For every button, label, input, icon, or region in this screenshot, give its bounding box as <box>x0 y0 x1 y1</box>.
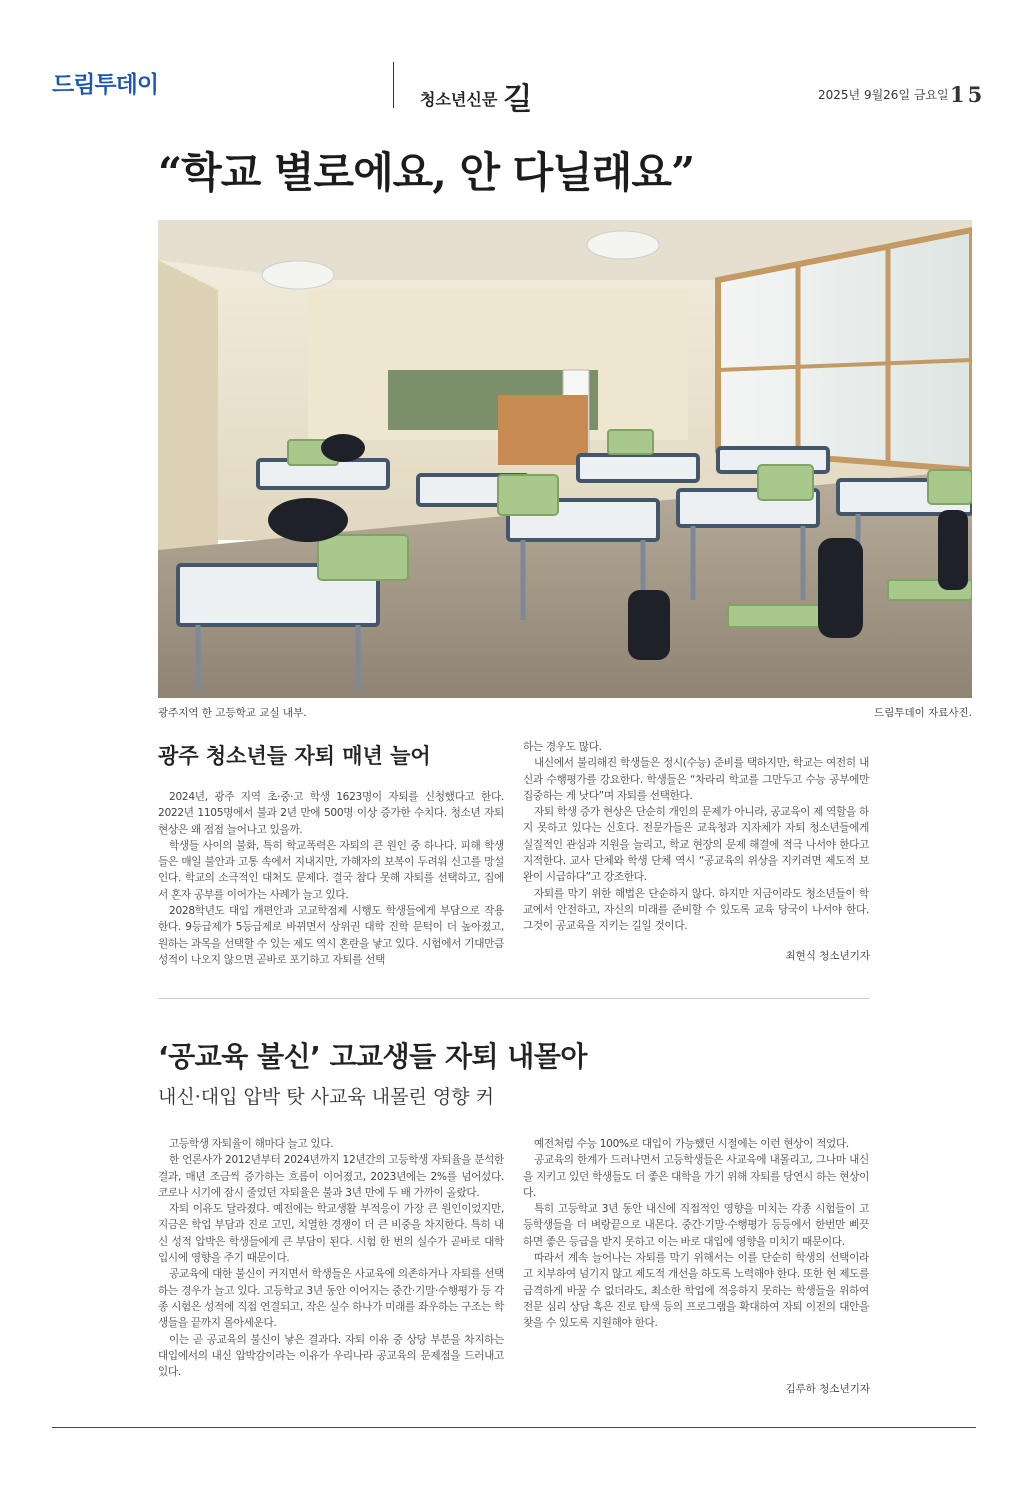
paragraph: 한 언론사가 2012년부터 2024년까지 12년간의 고등학생 자퇴율을 분석한 결과, 매년 조금씩 증가하는 흐름이 이어졌고, 2023년에는 2%를 넘어섰다. 코로나 시기에 잠시 줄었던 자퇴율은 불과 3년 만에 두 배 가까이 올랐다. <box>158 1154 504 1199</box>
paragraph: 공교육의 한계가 드러나면서 고등학생들은 사교육에 내몰리고, 그나마 내신을 지키고 있던 학생들도 더 좋은 대학을 가기 위해 자퇴를 당연시 하는 현상이다. <box>523 1154 869 1199</box>
article1-column-left <box>158 789 504 968</box>
section-prefix: 청소년신문 <box>420 90 498 109</box>
page-number: 15 <box>950 82 986 107</box>
newspaper-logo[interactable] <box>52 66 158 99</box>
paragraph: 이는 곧 공교육의 불신이 낳은 결과다. 자퇴 이유 중 상당 부분을 차지하는 대입에서의 내신 압박감이라는 이유가 우리나라 공교육의 문제점을 드러내고 있다. <box>158 1333 504 1379</box>
main-headline: “학교 별로에요, 안 다닐래요” <box>158 148 695 197</box>
paragraph: 내신에서 불리해진 학생들은 정시(수능) 준비를 택하지만, 학교는 여전히 내신과 수행평가를 강요한다. 학생들은 “차라리 학교를 그만두고 수능 공부에만 집중하는 게 낫다”며 자퇴를 선택한다. <box>523 757 869 802</box>
classroom-photo <box>158 220 972 698</box>
article2-headline: ‘공교육 불신’ 고교생들 자퇴 내몰아 <box>158 1040 587 1073</box>
paragraph: 2028학년도 대입 개편안과 고교학점제 시행도 학생들에게 부담으로 작용한다. 9등급제가 5등급제로 바뀌면서 상위권 대학 진학 문턱이 더 높아졌고, 원하는 과목을 선택할 수 있는 제도 역시 혼란을 낳고 있다. 시험에서 기대만큼 성적이 나오지 않으면 곧바로 포기하고 자퇴를 선택 <box>158 905 504 966</box>
article-divider <box>158 998 870 999</box>
section-big: 길 <box>503 82 533 117</box>
article1-byline: 최현식 청소년기자 <box>785 950 870 962</box>
issue-date: 2025년 9월26일 금요일 <box>818 88 949 102</box>
paragraph: 자퇴를 막기 위한 해법은 단순하지 않다. 하지만 지금이라도 청소년들이 학교에서 안전하고, 자신의 미래를 준비할 수 있도록 교육 당국이 나서야 한다. 그것이 공교육을 지키는 길일 것이다. <box>523 887 869 933</box>
section-name <box>420 74 532 118</box>
article2-column-right <box>523 1136 869 1332</box>
paragraph: 2024년, 광주 지역 초·중·고 학생 1623명이 자퇴를 신청했다고 한다. 2022년 1105명에서 불과 2년 만에 500명 이상 증가한 수치다. 청소년 자퇴 현상은 왜 점점 늘어나고 있을까. <box>158 791 504 836</box>
paragraph: 따라서 계속 늘어나는 자퇴를 막기 위해서는 이를 단순히 학생의 선택이라고 치부하여 넘기지 않고 제도적 개선을 하도록 노력해야 한다. 또한 현 제도를 급격하게 바꿀 수 없더라도, 최소한 학업에 적응하지 못하는 학생들을 위하여 전문 심리 상담 혹은 진로 탐색 등의 프로그램을 확대하여 자퇴 이전의 대안을 찾을 수 있도록 지원해야 한다. <box>523 1252 869 1330</box>
footer-rule <box>52 1427 976 1428</box>
photo-caption: 광주지역 한 고등학교 교실 내부. <box>158 707 307 719</box>
article2-subhead: 내신·대입 압박 탓 사교육 내몰린 영향 커 <box>158 1086 494 1108</box>
paragraph: 자퇴 학생 증가 현상은 단순히 개인의 문제가 아니라, 공교육이 제 역할을 하지 못하고 있다는 신호다. 전문가들은 교육청과 지자체가 자퇴 청소년들에게 실질적인 관심과 지원을 늘리고, 학교 현장의 문제 해결에 적극 나서야 한다고 지적한다. 교사 단체와 학생 단체 역시 “공교육의 위상을 지키려면 제도적 보완이 시급하다”고 강조한다. <box>523 806 869 884</box>
article1-subhead: 광주 청소년들 자퇴 매년 늘어 <box>158 744 431 768</box>
logo-text: 드림투데이 <box>52 72 159 98</box>
header-divider <box>393 62 394 108</box>
photo-credit: 드림투데이 자료사진. <box>874 707 972 719</box>
paragraph: 고등학생 자퇴율이 해마다 늘고 있다. <box>169 1138 334 1150</box>
article2-byline: 김루하 청소년기자 <box>785 1383 870 1395</box>
paragraph: 학생들 사이의 불화, 특히 학교폭력은 자퇴의 큰 원인 중 하나다. 피해 학생들은 매일 불안과 고통 속에서 지내지만, 가해자의 보복이 두려워 신고를 망설인다. 학교의 소극적인 대처도 문제다. 결국 참다 못해 자퇴를 선택하고, 집에서 혼자 공부를 이어가는 사례가 늘고 있다. <box>158 839 504 901</box>
paragraph: 자퇴 이유도 달라졌다. 예전에는 학교생활 부적응이 가장 큰 원인이었지만, 지금은 학업 부담과 진로 고민, 치열한 경쟁이 더 큰 비중을 차지한다. 특히 내신 성적 압박은 학생들에게 큰 부담이 된다. 시험 한 번의 실수가 곧바로 대학 입시에 영향을 주기 때문이다. <box>158 1203 504 1265</box>
paragraph: 예전처럼 수능 100%로 대입이 가능했던 시절에는 이런 현상이 적었다. <box>534 1138 849 1150</box>
paragraph: 하는 경우도 많다. <box>523 741 602 753</box>
article2-column-left <box>158 1136 504 1380</box>
article1-column-right <box>523 739 869 935</box>
paragraph: 특히 고등학교 3년 동안 내신에 직접적인 영향을 미치는 각종 시험들이 고등학생들을 더 벼랑끝으로 내몬다. 중간·기말·수행평가 등등에서 한번만 삐끗하면 좋은 등급을 받지 못하고 이는 바로 대입에 영향을 미치기 때문이다. <box>523 1203 869 1248</box>
paragraph: 공교육에 대한 불신이 커지면서 학생들은 사교육에 의존하거나 자퇴를 선택하는 경우가 늘고 있다. 고등학교 3년 동안 이어지는 중간·기말·수행평가 등 각종 시험은 성적에 직접 연결되고, 작은 실수 하나가 미래를 좌우하는 구조는 학생들을 끝까지 몰아세운다. <box>158 1268 504 1330</box>
